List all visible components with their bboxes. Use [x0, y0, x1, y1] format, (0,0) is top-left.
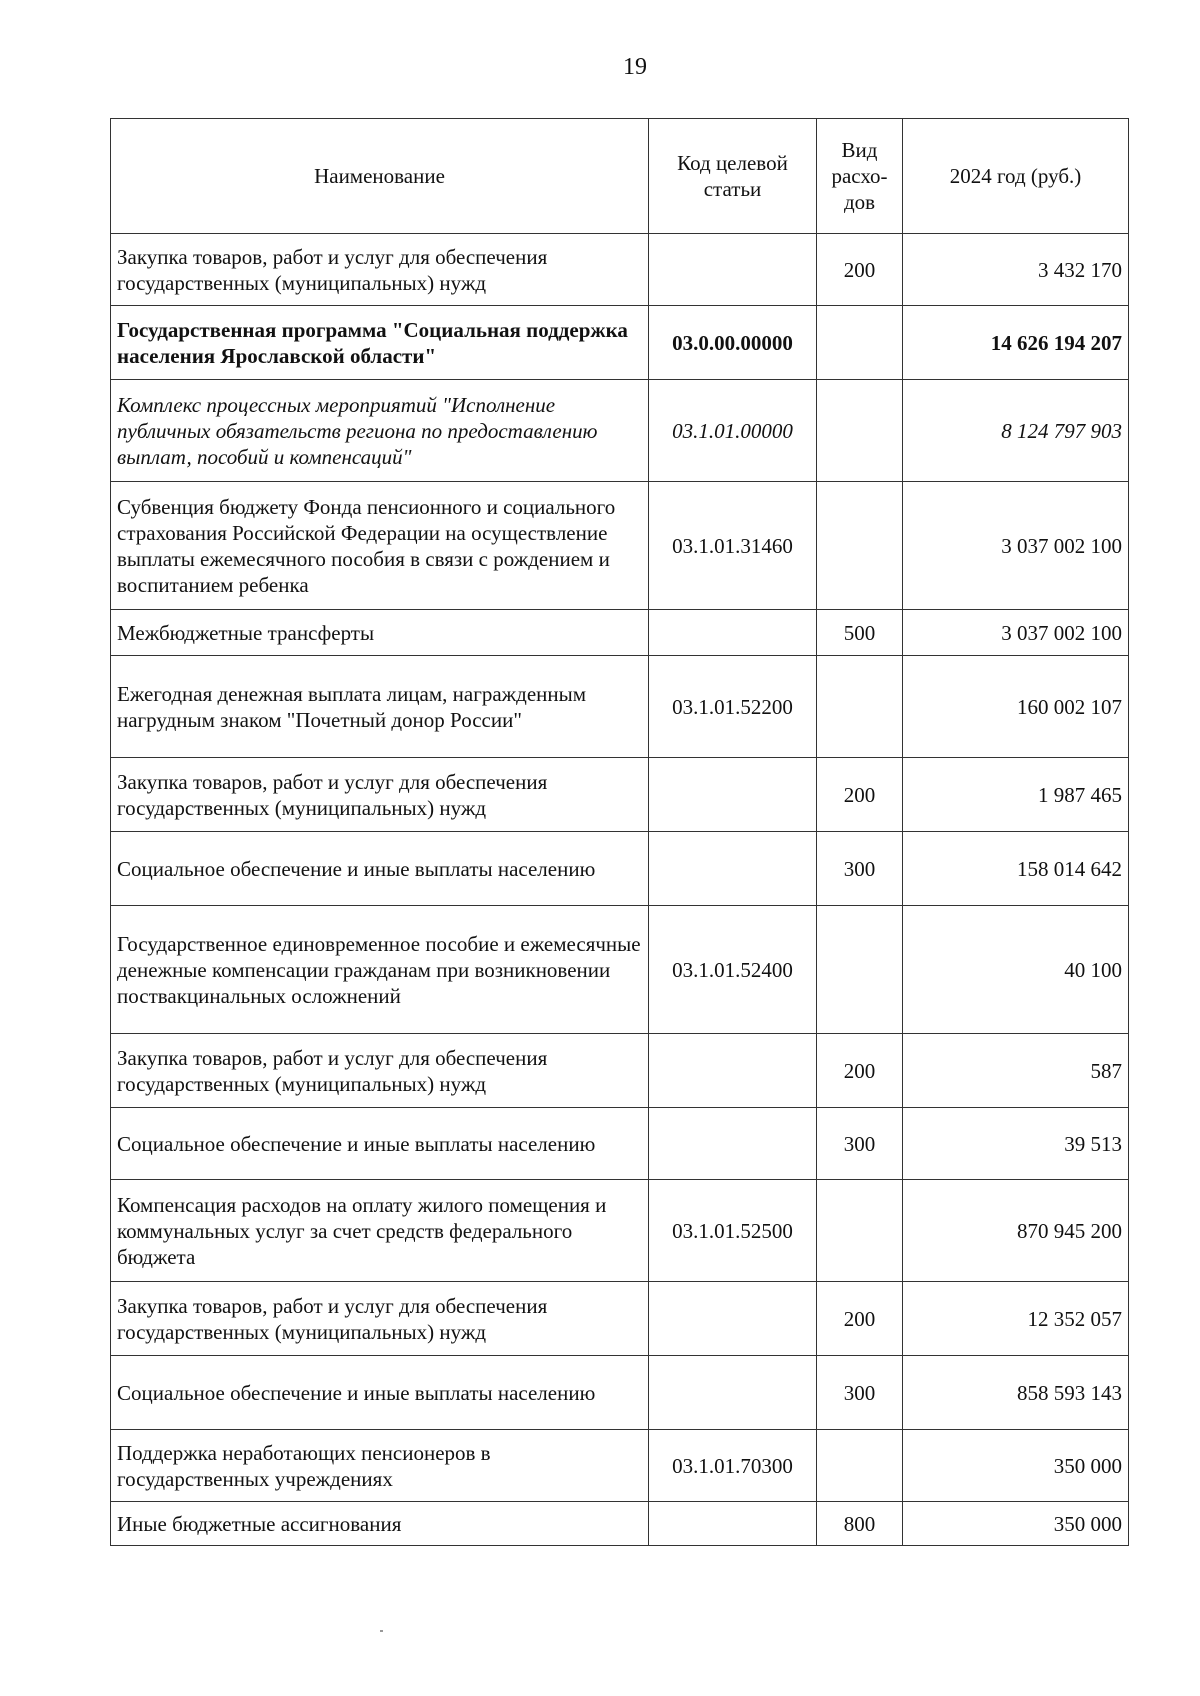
row-type-cell: 200	[817, 1034, 903, 1108]
row-type-cell	[817, 1180, 903, 1282]
row-name-cell: Государственное единовременное пособие и ежемесячные денежные компенсации гражданам при возникновении поствакцинальных осложнений	[111, 906, 649, 1034]
row-type-cell: 200	[817, 1282, 903, 1356]
row-code-cell: 03.1.01.70300	[649, 1430, 817, 1502]
row-sum-cell: 39 513	[903, 1108, 1129, 1180]
row-name-cell: Закупка товаров, работ и услуг для обеспечения государственных (муниципальных) нужд	[111, 1282, 649, 1356]
row-type-cell: 300	[817, 1108, 903, 1180]
row-sum-cell: 14 626 194 207	[903, 306, 1129, 380]
row-type-cell	[817, 906, 903, 1034]
row-type-cell	[817, 482, 903, 610]
row-code-cell	[649, 1282, 817, 1356]
row-sum-cell: 870 945 200	[903, 1180, 1129, 1282]
row-name-cell: Государственная программа "Социальная поддержка населения Ярославской области"	[111, 306, 649, 380]
budget-table	[110, 118, 1129, 1546]
row-type-cell	[817, 656, 903, 758]
row-name-cell: Социальное обеспечение и иные выплаты населению	[111, 832, 649, 906]
row-sum-cell: 587	[903, 1034, 1129, 1108]
row-code-cell	[649, 1108, 817, 1180]
row-code-cell	[649, 1356, 817, 1430]
scan-speck	[380, 1630, 383, 1632]
table-row	[111, 906, 1129, 1034]
table-header-row	[111, 119, 1129, 234]
header-type: Вид расхо-дов	[817, 119, 903, 234]
row-sum-cell: 3 037 002 100	[903, 610, 1129, 656]
row-code-cell: 03.0.00.00000	[649, 306, 817, 380]
table-row	[111, 610, 1129, 656]
table-row	[111, 482, 1129, 610]
row-type-cell: 200	[817, 234, 903, 306]
table-row	[111, 1180, 1129, 1282]
row-sum-cell: 3 037 002 100	[903, 482, 1129, 610]
row-name-cell: Закупка товаров, работ и услуг для обеспечения государственных (муниципальных) нужд	[111, 234, 649, 306]
header-sum: 2024 год (руб.)	[903, 119, 1129, 234]
row-name-cell: Иные бюджетные ассигнования	[111, 1502, 649, 1546]
row-code-cell	[649, 610, 817, 656]
row-name-cell: Закупка товаров, работ и услуг для обеспечения государственных (муниципальных) нужд	[111, 1034, 649, 1108]
row-name-cell: Комплекс процессных мероприятий "Исполнение публичных обязательств региона по предоставлению выплат, пособий и компенсаций"	[111, 380, 649, 482]
table-row	[111, 832, 1129, 906]
row-name-cell: Ежегодная денежная выплата лицам, награжденным нагрудным знаком "Почетный донор России"	[111, 656, 649, 758]
table-row	[111, 1034, 1129, 1108]
header-code: Код целевой статьи	[649, 119, 817, 234]
row-code-cell: 03.1.01.52500	[649, 1180, 817, 1282]
row-name-cell: Поддержка неработающих пенсионеров в государственных учреждениях	[111, 1430, 649, 1502]
row-name-cell: Субвенция бюджету Фонда пенсионного и социального страхования Российской Федерации на осуществление выплаты ежемесячного пособия в связи с рождением и воспитанием ребенка	[111, 482, 649, 610]
row-sum-cell: 158 014 642	[903, 832, 1129, 906]
row-name-cell: Компенсация расходов на оплату жилого помещения и коммунальных услуг за счет средств федерального бюджета	[111, 1180, 649, 1282]
table-row	[111, 1108, 1129, 1180]
row-type-cell: 300	[817, 1356, 903, 1430]
row-type-cell: 200	[817, 758, 903, 832]
table-row	[111, 1502, 1129, 1546]
row-name-cell: Межбюджетные трансферты	[111, 610, 649, 656]
row-code-cell	[649, 234, 817, 306]
row-name-cell: Социальное обеспечение и иные выплаты населению	[111, 1108, 649, 1180]
row-sum-cell: 160 002 107	[903, 656, 1129, 758]
table-row	[111, 656, 1129, 758]
row-sum-cell: 858 593 143	[903, 1356, 1129, 1430]
row-sum-cell: 12 352 057	[903, 1282, 1129, 1356]
row-type-cell: 300	[817, 832, 903, 906]
table-row	[111, 758, 1129, 832]
header-name: Наименование	[111, 119, 649, 234]
row-type-cell: 500	[817, 610, 903, 656]
row-type-cell	[817, 306, 903, 380]
table-row	[111, 1282, 1129, 1356]
table-row	[111, 1430, 1129, 1502]
row-sum-cell: 8 124 797 903	[903, 380, 1129, 482]
row-code-cell	[649, 1502, 817, 1546]
row-type-cell	[817, 1430, 903, 1502]
row-code-cell	[649, 1034, 817, 1108]
row-name-cell: Закупка товаров, работ и услуг для обеспечения государственных (муниципальных) нужд	[111, 758, 649, 832]
table-row	[111, 306, 1129, 380]
page-number: 19	[623, 54, 647, 80]
row-code-cell	[649, 832, 817, 906]
row-sum-cell: 350 000	[903, 1502, 1129, 1546]
table-row	[111, 234, 1129, 306]
row-type-cell: 800	[817, 1502, 903, 1546]
table-row	[111, 380, 1129, 482]
row-code-cell: 03.1.01.31460	[649, 482, 817, 610]
row-code-cell: 03.1.01.00000	[649, 380, 817, 482]
row-type-cell	[817, 380, 903, 482]
table-row	[111, 1356, 1129, 1430]
row-code-cell: 03.1.01.52200	[649, 656, 817, 758]
row-sum-cell: 3 432 170	[903, 234, 1129, 306]
table-body	[111, 234, 1129, 1546]
row-name-cell: Социальное обеспечение и иные выплаты населению	[111, 1356, 649, 1430]
row-code-cell: 03.1.01.52400	[649, 906, 817, 1034]
row-sum-cell: 40 100	[903, 906, 1129, 1034]
row-sum-cell: 1 987 465	[903, 758, 1129, 832]
row-sum-cell: 350 000	[903, 1430, 1129, 1502]
row-code-cell	[649, 758, 817, 832]
